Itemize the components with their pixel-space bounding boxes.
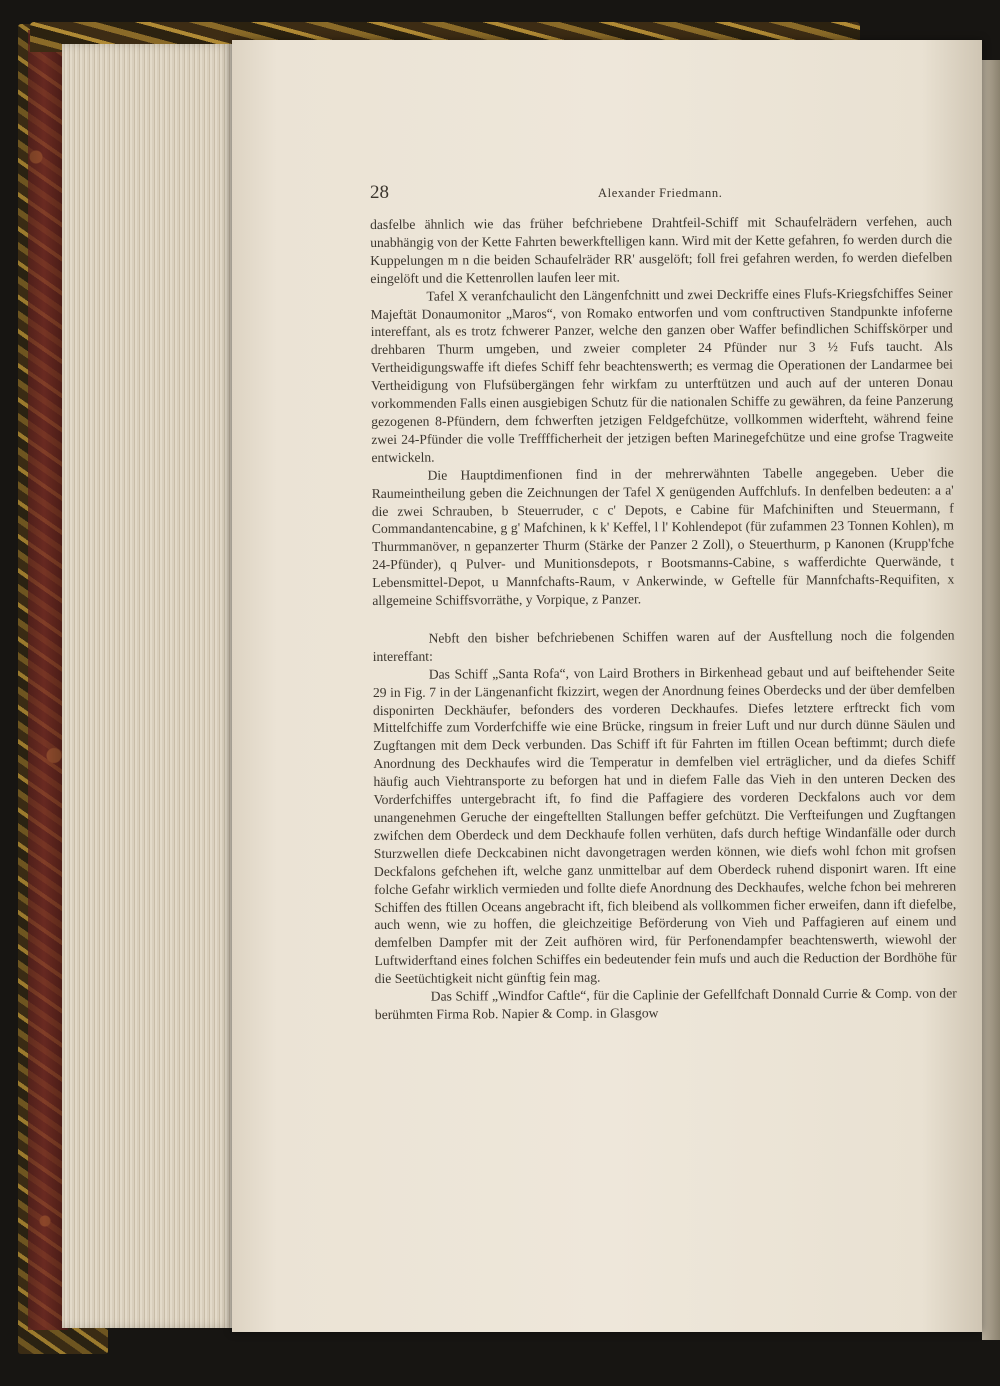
paragraph: Nebft den bisher befchriebenen Schiffen waren auf der Ausftellung noch die folgenden intereffant: (372, 627, 955, 664)
body-text (370, 212, 957, 1023)
page-header (370, 182, 970, 206)
paragraph: Tafel X veranfchaulicht den Längenfchnitt und zwei Deckriffe eines Flufs-Kriegsfchiffes Seiner Majeftät Donaumonitor „Maros“, von Romako entworfen und vom conftructiven Standpunkte infoferne intereffant, als es trotz fchwerer Panzer, welche den ganzen ober Waffer befindlichen Schiffskörper und drehbaren Thurm umgeben, und zweier completer 24 Pfünder nur 3 ½ Fufs taucht. Als Vertheidigungswaffe ift diefes Schiff fehr beachtenswerth; es vermag die Operationen der Landarmee bei Vertheidigung von Flufsübergängen fehr wirkfam zu unterftützen und auch auf der unteren Donau vorkommenden Falls einen ausgiebigen Schutz für die nationalen Schiffe zu gewähren, da feine Panzerung gezogenen 8-Pfündern, dem fchwerften jetzigen Feldgefchütze, vollkommen widerfteht, während feine zwei 24-Pfünder die volle Trefffficherheit der jetzigen beften Marinegefchütze und eine grofse Tragweite entwickeln. (370, 285, 954, 465)
facing-page-edge (982, 60, 1000, 1340)
running-title: Alexander Friedmann. (598, 186, 723, 200)
paragraph: Die Hauptdimenfionen find in der mehrerwähnten Tabelle angegeben. Ueber die Raumeintheilung geben die Zeichnungen der Tafel X genügenden Auffchlufs. In denfelben bedeuten: a a' die zwei Schrauben, b Steuerruder, c c' Depots, e Cabine für Mafchiniften und Steuermann, f Commandantencabine, g g' Mafchinen, k k' Keffel, l l' Kohlendepot (für zufammen 23 Tonnen Kohlen), m Thurmmanöver, n gepanzerter Thurm (Stärke der Panzer 2 Zoll), o Steuerthurm, p Kanonen (Krupp'fche 24-Pfünder), q Pulver- und Munitionsdepots, r Bootsmanns-Cabine, s wafferdichte Querwände, t Lebensmittel-Depot, u Mannfchafts-Raum, v Ankerwinde, w Geftelle für Mannfchafts-Requifiten, x allgemeine Schiffsvorräthe, y Vorpique, z Panzer. (371, 464, 955, 609)
paragraph: dasfelbe ähnlich wie das früher befchriebene Drahtfeil-Schiff mit Schaufelrädern verfehen, auch unabhängig von der Kette Fahrten bewerkftelligen kann. Wird mit der Kette gefahren, fo werden durch die Kuppelungen m n die beiden Schaufelräder RR' ausgelöft; foll frei gefahren werden, fo werden diefelben eingelöft und die Kettenrollen laufen leer mit. (370, 213, 953, 286)
paragraph: Das Schiff „Windfor Caftle“, für die Caplinie der Gefellfchaft Donnald Currie & Comp. von der berühmten Firma Rob. Napier & Comp. in Glasgow (374, 985, 957, 1022)
page-stack-edge (62, 44, 234, 1328)
paragraph: Das Schiff „Santa Rofa“, von Laird Brothers in Birkenhead gebaut und auf beiftehender Seite 29 in Fig. 7 in der Längenanficht fkizzirt, wegen der Anordnung feines Oberdecks und der über demfelben disponirten Deckhäufer, befonders des vorderen Deckhaufes. Diefes letztere erftreckt fich vom Mittelfchiffe zum Vorderfchiffe wie eine Brücke, ringsum in freier Luft und nur durch dünne Säulen und Zugftangen mit dem Deck verbunden. Das Schiff ift für Fahrten im ftillen Ocean beftimmt; durch diefe Anordnung des Deckhaufes wird die Temperatur in demfelben viel erträglicher, und da diefes Schiff häufig auch Viehtransporte zu beforgen hat und in diefem Falle das Vieh in den unteren Decken des Vorderfchiffes untergebracht ift, fo find die Paffagiere des vorderen Deckfalons auch vor dem unangenehmen Geruche der eingeftellten Stallungen beffer gefchützt. Die Verfteifungen und Zugftangen zwifchen dem Oberdeck und dem Deckhaufe follen verhüten, dafs durch heftige Windanfälle oder durch Sturzwellen diefe Deckcabinen nicht davongetragen werden können, wie diefs wohl fchon mit grofsen Deckfalons gefchehen ift, welche ganz unmittelbar auf dem Oberdeck ruhend disponirt waren. Ift eine folche Gefahr wirklich vermieden und follte diefe Anordnung des Deckhaufes, welche fchon bei mehreren Schiffen des ftillen Oceans angebracht ift, fich bleibend als vollkommen ficher erweifen, dann ift diefelbe, auch wenn, wie zu hoffen, die gleichzeitige Beförderung von Vieh und Paffagieren auf einem und demfelben Dampfer mit der Zeit aufhören wird, für Perfonendampfer beachtenswerth, wiewohl der Luftwiderftand eines folchen Schiffes ein bedeutender fein mufs und auch die Reduction der Bordhöhe für die Seetüchtigkeit nicht günftig fein mag. (372, 663, 957, 987)
page-number: 28 (370, 182, 389, 203)
book-page (232, 40, 982, 1332)
